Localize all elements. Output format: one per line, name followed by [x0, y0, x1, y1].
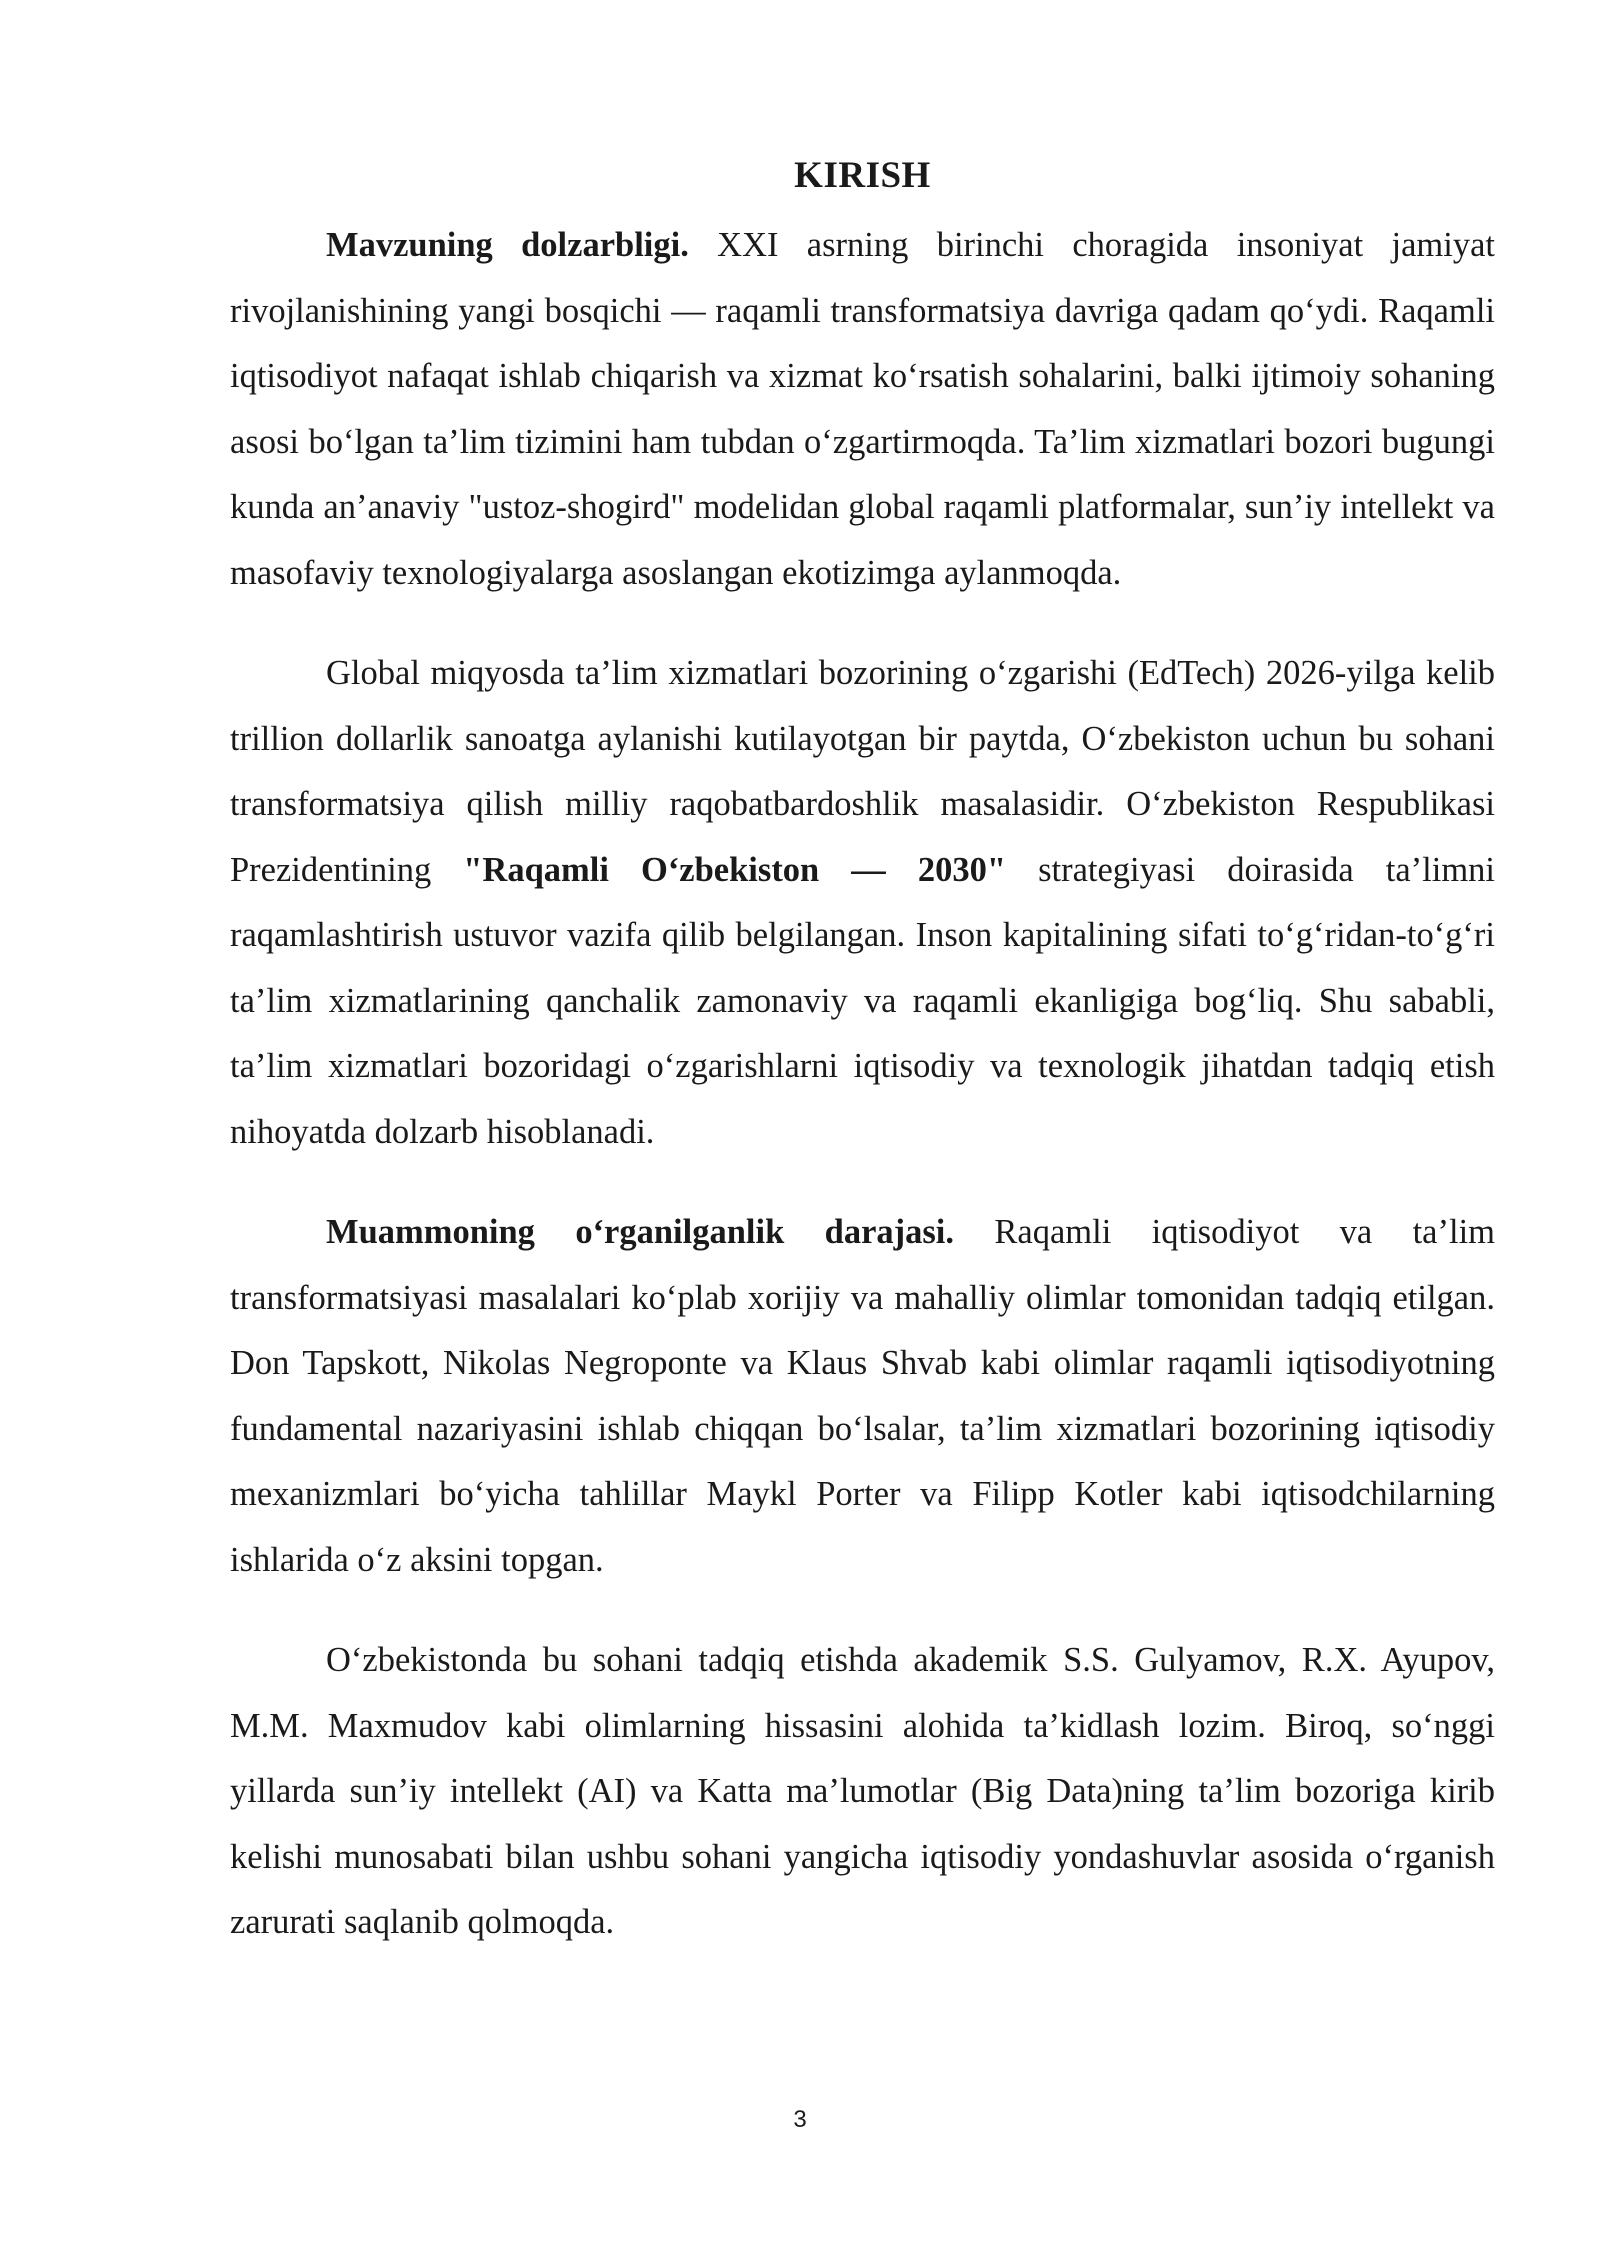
strategy-title: "Raqamli O‘zbekiston — 2030" — [463, 850, 1007, 889]
paragraph-global-market — [230, 641, 1495, 1165]
page-content — [230, 150, 1495, 1991]
paragraph-text-global-before: Global miqyosda ta’lim xizmatlari bozorining o‘zgarishi (EdTech) 2026-yilga kelib trillion dollarlik sanoatga aylanishi kutilayotgan bir paytda, O‘zbekiston uchun bu sohani transformatsiya qilish milliy raqobatbardoshlik masalasidir. O‘zbekiston Respublikasi Prezidentining — [230, 654, 1495, 889]
paragraph-research-degree — [230, 1200, 1495, 1593]
paragraph-text-global-after: strategiyasi doirasida ta’limni raqamlashtirish ustuvor vazifa qilib belgilangan. Inson kapitalining sifati to‘g‘ridan-to‘g‘ri ta’lim xizmatlarining qanchalik zamonaviy va raqamli ekanligiga bog‘liq. Shu sababli, ta’lim xizmatlari bozoridagi o‘zgarishlarni iqtisodiy va texnologik jihatdan tadqiq etish nihoyatda dolzarb hisoblanadi. — [230, 850, 1495, 1151]
paragraph-lead-research-degree: Muammoning o‘rganilganlik darajasi. — [326, 1213, 955, 1251]
page-number: 3 — [793, 2106, 807, 2133]
section-heading: KIRISH — [794, 155, 931, 196]
paragraph-lead-relevance: Mavzuning dolzarbligi. — [326, 226, 689, 264]
paragraph-uzbek-scholars — [230, 1628, 1495, 1956]
paragraph-text-research-degree: Raqamli iqtisodiyot va ta’lim transformatsiyasi masalalari ko‘plab xorijiy va mahalliy olimlar tomonidan tadqiq etilgan. Don Tapskott, Nikolas Negroponte va Klaus Shvab kabi olimlar raqamli iqtisodiyotning fundamental nazariyasini ishlab chiqqan bo‘lsalar, ta’lim xizmatlari bozorining iqtisodiy mexanizmlari bo‘yicha tahlillar Maykl Porter va Filipp Kotler kabi iqtisodchilarning ishlarida o‘z aksini topgan. — [230, 1213, 1495, 1579]
paragraph-text-uzbek-scholars: O‘zbekistonda bu sohani tadqiq etishda akademik S.S. Gulyamov, R.X. Ayupov, M.M. Maxmudov kabi olimlarning hissasini alohida ta’kidlash lozim. Biroq, so‘nggi yillarda sun’iy intellekt (AI) va Katta ma’lumotlar (Big Data)ning ta’lim bozoriga kirib kelishi munosabati bilan ushbu sohani yangicha iqtisodiy yondashuvlar asosida o‘rganish zarurati saqlanib qolmoqda. — [230, 1641, 1495, 1941]
paragraph-text-relevance: XXI asrning birinchi choragida insoniyat jamiyat rivojlanishining yangi bosqichi — raqamli transformatsiya davriga qadam qo‘ydi. Raqamli iqtisodiyot nafaqat ishlab chiqarish va xizmat ko‘rsatish sohalarini, balki ijtimoiy sohaning asosi bo‘lgan ta’lim tizimini ham tubdan o‘zgartirmoqda. Ta’lim xizmatlari bozori bugungi kunda an’anaviy "ustoz-shogird" modelidan global raqamli platformalar, sun’iy intellekt va masofaviy texnologiyalarga asoslangan ekotizimga aylanmoqda. — [230, 226, 1495, 592]
paragraph-relevance — [230, 213, 1495, 606]
